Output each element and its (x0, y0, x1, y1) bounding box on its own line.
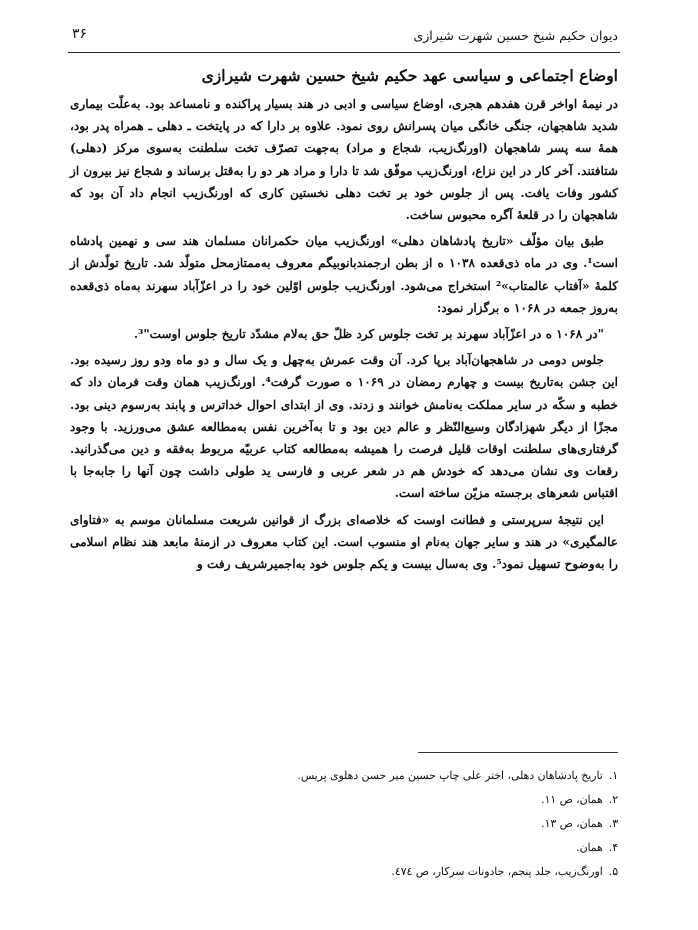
footnote (70, 860, 618, 884)
footnote-text: اورنگ‌زیب، جلد پنجم، جادونات سرکار، ص ٤٧٤. (391, 865, 603, 878)
quote-paragraph: "در ۱۰۶۸ ه در اعزّآباد سهرند بر تخت جلوس کرد ظلّ حق به‌لام مشدّد تاریخ جلوس اوست"³. (133, 327, 604, 342)
paragraph: این نتیجهٔ سرپرستی و فطانت اوست که خلاصه‌ای بزرگ از قوانین شریعت مسلمانان موسم به «فتاوای عالمگیری» در هند و سایر جهان به‌نام او منسوب است. این کتاب معروف در ازمنهٔ مابعد هند نظام اسلامی را به‌وضوح تسهیل نمود⁵. وی به‌سال بیست و یکم جلوس خود به‌اجمیرشریف رفت و (70, 512, 618, 572)
footnote-text: همان، ص ۱۳. (541, 817, 603, 830)
section-title: اوضاع اجتماعی و سیاسی عهد حکیم شیخ حسین شهرت شیرازی (201, 66, 618, 85)
footnote-number: ۲. (608, 793, 618, 806)
page-number: ۳۶ (72, 26, 88, 42)
header-divider (68, 52, 620, 53)
paragraph: جلوس دومی در شاهجهان‌آباد برپا کرد. آن وقت عمرش به‌چهل و یک سال و دو ماه ودو روز رسیده بود. این جشن به‌تاریخ بیست و چهارم رمضان در ۱۰۶۹ ه صورت گرفت⁴. اورنگ‌زیب همان وقت فرمان داد که خطبه و سکّه در سایر مملکت به‌نامش خوانند و زدند. وی از ابتدای احوال خداترس و پابند به‌رسوم دینی بود. مجزًا از دیگر شهزادگان وسیع‌النّظر و عالم دین بود و تا به‌آخرین نفس به‌مطالعه عشق می‌ورزید. با وجود گرفتاری‌های سلطنت اوقات قلیل فرصت را همیشه به‌مطالعه کتاب عربیّه مربوط به‌فقه و دین می‌گذرانید. رقعات وی نشان می‌دهد که خودش هم در شعر عربی و فارسی ید طولی داشت چون آنها را جابه‌جا با اقتباس شعرهای برجسته مزیّن ساخته است. (70, 353, 619, 501)
footnote (70, 812, 618, 836)
footnote-text: تاریخ پادشاهان دهلی، اختر علی چاپ حسین میر حسن دهلوی پریس. (297, 769, 603, 782)
footnote (70, 788, 618, 812)
paragraph: طبق بیان مؤلّف «تاریخ پادشاهان دهلی» اورنگ‌زیب میان حکمرانان مسلمان هند سی و نهمین پادشاه است¹. وی در ماه ذی‌قعده ۱۰۳۸ ه از بطن ارجمندبانوبیگم معروف به‌ممتازمحل متولّد شد. تاریخ تولّدش از کلمهٔ «آفتاب عالمتاب»² استخراج می‌شود. اورنگ‌زیب جلوس اوّلین خود را در اعزّآباد سهرند به‌ماه ذی‌قعده به‌روز جمعه در ۱۰۶۸ ه برگزار نمود: (70, 234, 618, 315)
footnote-text: همان، ص ۱۱. (541, 793, 603, 806)
footnotes-list (70, 764, 618, 884)
footnote-number: ۵. (608, 865, 618, 878)
footnote-divider (418, 752, 618, 753)
body-text (70, 93, 618, 579)
paragraph: در نیمهٔ اواخر قرن هفدهم هجری، اوضاع سیاسی و ادبی در هند بسیار پراکنده و نامساعد بود. به‌علّت بیماری شدید شاهجهان، جنگی خانگی میان پسرانش روی نمود. علاوه بر دارا که در پایتخت ـ دهلی ـ همراه پدر بود، همهٔ سه پسر شاهجهان (اورنگ‌زیب، شجاع و مراد) به‌جهت تصرّف تخت سلطنت به‌سوی مرکز (دهلی) شتافتند. آخر کار در این نزاع، اورنگ‌زیب موفّق شد تا دارا و مراد هر دو را به‌قتل برساند و شجاع نیز بیرون از کشور وفات یافت. پس از جلوس خود بر تخت دهلی نخستین کاری که اورنگ‌زیب انجام داد آن بود که شاهجهان را در قلعهٔ آگره محبوس ساخت. (70, 97, 618, 223)
footnote (70, 764, 618, 788)
footnote (70, 836, 618, 860)
footnote-number: ۱. (608, 769, 618, 782)
book-title: دیوان حکیم شیخ حسین شهرت شیرازی (413, 28, 618, 43)
footnote-text: همان. (576, 841, 603, 854)
running-header (72, 28, 618, 50)
footnote-number: ۳. (608, 817, 618, 830)
footnote-number: ۴. (608, 841, 618, 854)
